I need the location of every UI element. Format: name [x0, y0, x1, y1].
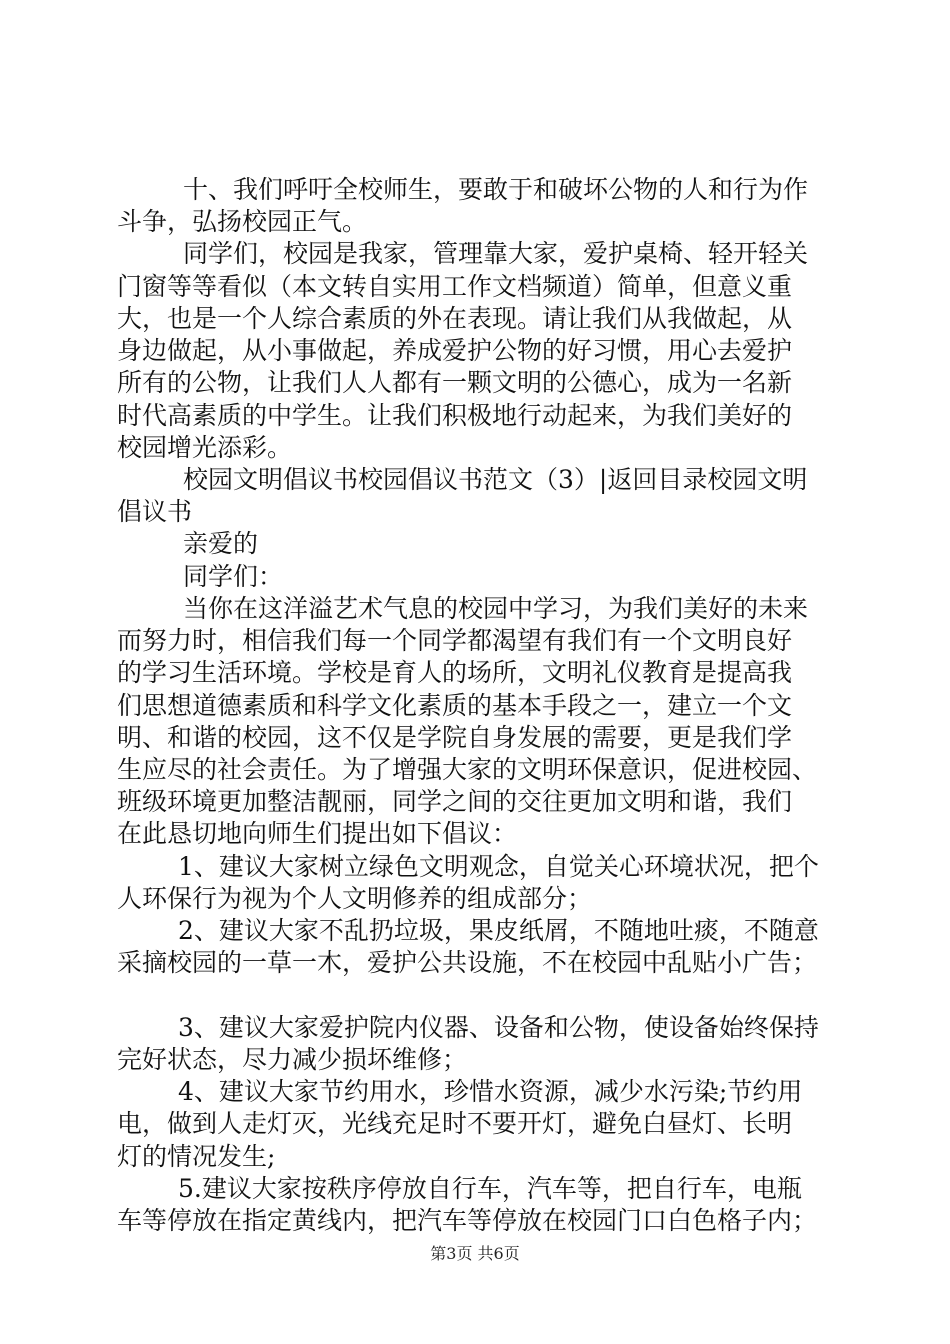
line-text: 生应尽的社会责任。为了增强大家的文明环保意识，促进校园、	[117, 754, 818, 784]
paragraph-line	[0, 850, 950, 884]
line-text: 采摘校园的一草一木，爱护公共设施，不在校园中乱贴小广告；	[117, 948, 818, 978]
paragraph-line	[0, 914, 950, 948]
line-text: 在此恳切地向师生们提出如下倡议：	[117, 819, 518, 849]
line-text: 同学们：	[183, 561, 284, 591]
line-text: 人环保行为视为个人文明修养的组成部分；	[117, 883, 593, 913]
line-text: 明、和谐的校园，这不仅是学院自身发展的需要，更是我们学	[117, 722, 793, 752]
line-text: 电，做到人走灯灭，光线充足时不要开灯，避免白昼灯、长明	[117, 1109, 793, 1139]
paragraph-line	[0, 1011, 950, 1045]
line-text: 斗争，弘扬校园正气。	[117, 207, 368, 237]
paragraph-line	[0, 1172, 950, 1206]
paragraph-line	[0, 656, 950, 690]
line-text: 时代高素质的中学生。让我们积极地行动起来，为我们美好的	[117, 400, 793, 430]
line-text: 1、建议大家树立绿色文明观念，自觉关心环境状况，把个	[178, 851, 819, 881]
paragraph-line	[0, 882, 950, 916]
paragraph-line	[0, 302, 950, 336]
line-text: 3、建议大家爱护院内仪器、设备和公物，使设备始终保持	[178, 1012, 819, 1042]
paragraph-line	[0, 624, 950, 658]
paragraph-line	[0, 689, 950, 723]
paragraph-line	[0, 463, 950, 497]
paragraph-line	[0, 495, 950, 529]
paragraph-line	[0, 270, 950, 304]
line-text: 灯的情况发生;	[117, 1141, 276, 1171]
line-text: 身边做起，从小事做起，养成爱护公物的好习惯，用心去爱护	[117, 336, 793, 366]
paragraph-line	[0, 173, 950, 207]
page-footer: 第3页 共6页	[430, 1244, 520, 1263]
line-text: 当你在这洋溢艺术气息的校园中学习，为我们美好的未来	[183, 593, 809, 623]
paragraph-line	[0, 237, 950, 271]
line-text: 校园增光添彩。	[117, 432, 293, 462]
line-text: 同学们，校园是我家，管理靠大家，爱护桌椅、轻开轻关	[183, 239, 809, 269]
paragraph-line	[0, 1204, 950, 1238]
paragraph-line	[0, 334, 950, 368]
paragraph-line	[0, 785, 950, 819]
paragraph-line	[0, 431, 950, 465]
line-text: 十、我们呼吁全校师生，要敢于和破坏公物的人和行为作	[183, 175, 809, 204]
paragraph-line	[0, 817, 950, 851]
line-text: 校园文明倡议书校园倡议书范文（3）|返回目录校园文明	[183, 465, 808, 494]
line-text: 们思想道德素质和科学文化素质的基本手段之一，建立一个文	[117, 690, 793, 720]
line-text: 完好状态，尽力减少损坏维修；	[117, 1044, 468, 1074]
line-text: 2、建议大家不乱扔垃圾，果皮纸屑，不随地吐痰，不随意	[178, 916, 819, 945]
line-text: 4、建议大家节约用水，珍惜水资源，减少水污染;节约用	[178, 1077, 803, 1107]
line-text: 门窗等等看似（本文转自实用工作文档频道）简单，但意义重	[117, 271, 793, 301]
line-text: 而努力时，相信我们每一个同学都渴望有我们有一个文明良好	[117, 626, 793, 656]
paragraph-line	[0, 205, 950, 239]
line-text: 倡议书	[117, 497, 193, 527]
line-text: 班级环境更加整洁靓丽，同学之间的交往更加文明和谐，我们	[117, 787, 793, 817]
line-text: 亲爱的	[183, 529, 259, 559]
line-text: 车等停放在指定黄线内，把汽车等停放在校园门口白色格子内；	[117, 1206, 818, 1235]
paragraph-line	[0, 527, 950, 561]
paragraph-line	[0, 399, 950, 433]
paragraph-line	[0, 1043, 950, 1077]
paragraph-line	[0, 560, 950, 594]
paragraph-line	[0, 946, 950, 980]
paragraph-line	[0, 721, 950, 755]
line-text: 的学习生活环境。学校是育人的场所，文明礼仪教育是提高我	[117, 658, 793, 688]
paragraph-line	[0, 1107, 950, 1141]
paragraph-line	[0, 592, 950, 626]
paragraph-line	[0, 1075, 950, 1109]
line-text: 5.建议大家按秩序停放自行车，汽车等，把自行车，电瓶	[178, 1173, 802, 1203]
paragraph-line	[0, 1140, 950, 1174]
line-text: 所有的公物，让我们人人都有一颗文明的公德心，成为一名新	[117, 368, 793, 398]
line-text: 大，也是一个人综合素质的外在表现。请让我们从我做起，从	[117, 303, 793, 333]
paragraph-line	[0, 366, 950, 400]
paragraph-line	[0, 753, 950, 787]
